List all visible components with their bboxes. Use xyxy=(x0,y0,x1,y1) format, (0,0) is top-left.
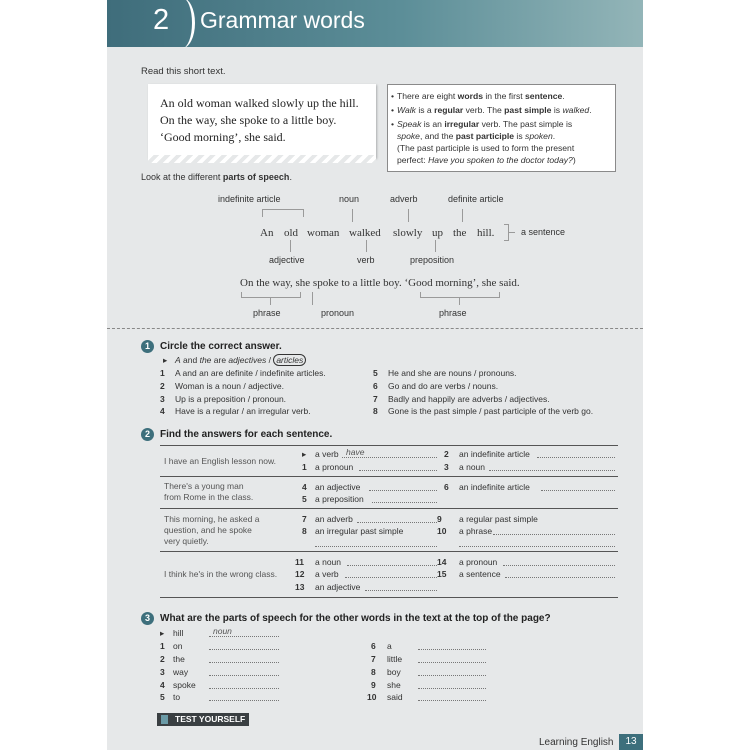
q3-word: to xyxy=(173,692,181,702)
exercise-number-badge: 3 xyxy=(141,612,154,625)
label-definite-article: definite article xyxy=(448,194,504,204)
q1-item-6[interactable]: Go and do are verbs / nouns. xyxy=(388,381,499,391)
item-number: 2 xyxy=(160,654,165,664)
item-number: 4 xyxy=(160,680,165,690)
textbook-page xyxy=(107,0,643,750)
q2-example-label: a verb xyxy=(315,449,339,459)
item-number: 14 xyxy=(437,557,447,567)
answer-blank[interactable] xyxy=(418,688,486,689)
answer-blank[interactable] xyxy=(418,649,486,650)
item-number: 6 xyxy=(373,381,378,391)
answer-blank[interactable] xyxy=(357,522,437,523)
page-title: Grammar words xyxy=(200,7,365,33)
word-woman: woman xyxy=(307,227,340,239)
q3-example-answer: noun xyxy=(213,626,232,636)
bullet-icon: • xyxy=(391,119,395,129)
answer-blank[interactable] xyxy=(459,546,615,547)
torn-edge xyxy=(148,155,376,163)
q3-word: the xyxy=(173,654,185,664)
q3-word: spoke xyxy=(173,680,196,690)
section-divider xyxy=(107,328,643,329)
item-number: 8 xyxy=(302,526,307,536)
answer-blank[interactable] xyxy=(209,649,279,650)
bullet-icon: • xyxy=(391,91,395,101)
section-number: 2 xyxy=(153,4,170,36)
sentence-cell: question, and he spoke xyxy=(164,525,252,535)
q2-item-label: a noun xyxy=(459,462,485,472)
word-slowly: slowly xyxy=(393,227,423,239)
item-number: 1 xyxy=(302,462,307,472)
test-yourself-label: TEST YOURSELF xyxy=(175,714,246,724)
header-bracket-decoration xyxy=(170,0,195,48)
item-number: 5 xyxy=(302,494,307,504)
item-number: 2 xyxy=(160,381,165,391)
exercise-1-example: A and the are adjectives / articles xyxy=(175,355,306,365)
item-number: 1 xyxy=(160,368,165,378)
text-line-1: An old woman walked slowly up the hill. xyxy=(160,96,359,110)
answer-blank[interactable] xyxy=(493,534,615,535)
q3-example-word: hill xyxy=(173,628,184,638)
sentence-cell: I have an English lesson now. xyxy=(164,456,276,466)
sentence-cell: There's a young man xyxy=(164,481,244,491)
q1-item-8[interactable]: Gone is the past simple / past participle of the verb go. xyxy=(388,406,594,416)
item-number: 6 xyxy=(371,641,376,651)
bullet-icon: • xyxy=(391,105,395,115)
item-number: 8 xyxy=(371,667,376,677)
answer-blank[interactable] xyxy=(503,565,615,566)
example-arrow-icon: ▸ xyxy=(163,355,168,365)
item-number: 7 xyxy=(373,394,378,404)
answer-blank[interactable] xyxy=(418,662,486,663)
sentence-2: On the way, she spoke to a little boy. ‘Good morning’, she said. xyxy=(240,277,520,289)
item-number: 9 xyxy=(437,514,442,524)
item-number: 4 xyxy=(302,482,307,492)
sentence-cell: This morning, he asked a xyxy=(164,514,260,524)
q2-item-label: a phrase xyxy=(459,526,493,536)
grammar-notes-box xyxy=(387,84,616,172)
parts-intro: Look at the different parts of speech. xyxy=(141,172,292,182)
answer-blank[interactable] xyxy=(541,490,615,491)
item-number: 6 xyxy=(444,482,449,492)
q1-item-7[interactable]: Badly and happily are adverbs / adjectives. xyxy=(388,394,550,404)
q2-item-label: an adjective xyxy=(315,482,361,492)
item-number: 3 xyxy=(160,394,165,404)
label-adverb: adverb xyxy=(390,194,418,204)
item-number: 8 xyxy=(373,406,378,416)
q2-item-label: an adverb xyxy=(315,514,353,524)
q1-item-4[interactable]: Have is a regular / an irregular verb. xyxy=(175,406,311,416)
section-header xyxy=(107,0,643,47)
exercise-3-title: What are the parts of speech for the other words in the text at the top of the page? xyxy=(160,613,551,624)
answer-blank[interactable] xyxy=(489,470,615,471)
label-noun: noun xyxy=(339,194,360,204)
q2-example-answer: have xyxy=(346,447,365,457)
item-number: 15 xyxy=(437,569,447,579)
sample-text-card xyxy=(148,84,376,158)
answer-blank[interactable] xyxy=(505,577,615,578)
label-adjective: adjective xyxy=(269,255,305,265)
answer-blank[interactable] xyxy=(537,457,615,458)
exercise-1-title: Circle the correct answer. xyxy=(160,341,282,352)
item-number: 7 xyxy=(371,654,376,664)
answer-blank[interactable] xyxy=(209,688,279,689)
sentence-cell: I think he's in the wrong class. xyxy=(164,569,278,579)
q3-word: on xyxy=(173,641,183,651)
q2-item-label: an indefinite article xyxy=(459,482,530,492)
q3-word: little xyxy=(387,654,403,664)
note-2: Walk is a regular verb. The past simple is walked. xyxy=(397,105,592,115)
label-verb: verb xyxy=(357,255,375,265)
item-number: 13 xyxy=(295,582,305,592)
sentence-cell: very quietly. xyxy=(164,536,209,546)
item-number: 12 xyxy=(295,569,305,579)
q3-word: way xyxy=(173,667,189,677)
word-hill: hill. xyxy=(477,227,495,239)
word-up: up xyxy=(432,227,443,239)
q3-word: said xyxy=(387,692,403,702)
q2-item-label: an irregular past simple xyxy=(315,526,404,536)
answer-blank[interactable] xyxy=(345,577,437,578)
item-number: 10 xyxy=(367,692,377,702)
exercise-2-title: Find the answers for each sentence. xyxy=(160,429,333,440)
answer-blank[interactable] xyxy=(418,675,486,676)
text-line-3: ‘Good morning’, she said. xyxy=(160,130,286,144)
item-number: 3 xyxy=(160,667,165,677)
item-number: 9 xyxy=(371,680,376,690)
note-3c: (The past participle is used to form the present xyxy=(397,143,575,153)
q2-item-label: a regular past simple xyxy=(459,514,538,524)
note-3b: spoke, and the past participle is spoken. xyxy=(397,131,556,141)
label-preposition: preposition xyxy=(410,255,455,265)
word-the: the xyxy=(453,227,467,239)
answer-blank[interactable] xyxy=(418,700,486,701)
label-a-sentence: a sentence xyxy=(521,227,566,237)
item-number: 7 xyxy=(302,514,307,524)
item-number: 4 xyxy=(160,406,165,416)
q2-item-label: a sentence xyxy=(459,569,501,579)
q2-item-label: a verb xyxy=(315,569,339,579)
answer-blank[interactable] xyxy=(315,546,437,547)
page-number: 13 xyxy=(619,734,643,750)
q2-item-label: a pronoun xyxy=(315,462,354,472)
answer-blank[interactable] xyxy=(209,700,279,701)
q2-item-label: a preposition xyxy=(315,494,364,504)
q1-item-3[interactable]: Up is a preposition / pronoun. xyxy=(175,394,287,404)
q1-item-5[interactable]: He and she are nouns / pronouns. xyxy=(388,368,517,378)
answer-blank[interactable] xyxy=(369,490,437,491)
footer-label: Learning English xyxy=(539,737,614,748)
q3-word: she xyxy=(387,680,401,690)
answer-blank[interactable] xyxy=(359,470,437,471)
item-number: 11 xyxy=(295,557,304,567)
word-old: old xyxy=(284,227,299,239)
answer-blank[interactable] xyxy=(347,565,437,566)
q2-item-label: an indefinite article xyxy=(459,449,530,459)
label-phrase-1: phrase xyxy=(253,308,281,318)
answer-blank[interactable] xyxy=(365,590,437,591)
q2-item-label: a pronoun xyxy=(459,557,498,567)
item-number: 1 xyxy=(160,641,165,651)
example-arrow-icon: ▸ xyxy=(160,628,165,638)
note-1: There are eight words in the first sentence. xyxy=(397,91,565,101)
book-icon xyxy=(161,715,168,724)
intro-instruction: Read this short text. xyxy=(141,66,226,77)
item-number: 10 xyxy=(437,526,447,536)
note-3d: perfect: Have you spoken to the doctor today?) xyxy=(397,155,576,165)
answer-blank[interactable] xyxy=(209,675,279,676)
label-phrase-2: phrase xyxy=(439,308,467,318)
q3-word: boy xyxy=(387,667,401,677)
item-number: 5 xyxy=(160,692,165,702)
item-number: 5 xyxy=(373,368,378,378)
exercise-number-badge: 2 xyxy=(141,428,154,441)
item-number: 3 xyxy=(444,462,449,472)
q2-item-label: an adjective xyxy=(315,582,361,592)
label-pronoun: pronoun xyxy=(321,308,355,318)
sentence-cell: from Rome in the class. xyxy=(164,492,254,502)
note-3a: Speak is an irregular verb. The past simple is xyxy=(397,119,573,129)
exercise-number-badge: 1 xyxy=(141,340,154,353)
answer-blank[interactable] xyxy=(372,502,437,503)
test-yourself-banner xyxy=(157,713,249,726)
text-line-2: On the way, she spoke to a little boy. xyxy=(160,113,337,127)
word-walked: walked xyxy=(349,227,381,239)
q1-item-2[interactable]: Woman is a noun / adjective. xyxy=(175,381,284,391)
answer-blank[interactable] xyxy=(209,662,279,663)
item-number: 2 xyxy=(444,449,449,459)
q2-item-label: a noun xyxy=(315,557,341,567)
word-an: An xyxy=(260,227,274,239)
q3-word: a xyxy=(387,641,392,651)
q1-item-1[interactable]: A and an are definite / indefinite articles. xyxy=(175,368,326,378)
example-arrow-icon: ▸ xyxy=(302,449,307,459)
label-indefinite-article: indefinite article xyxy=(218,194,281,204)
